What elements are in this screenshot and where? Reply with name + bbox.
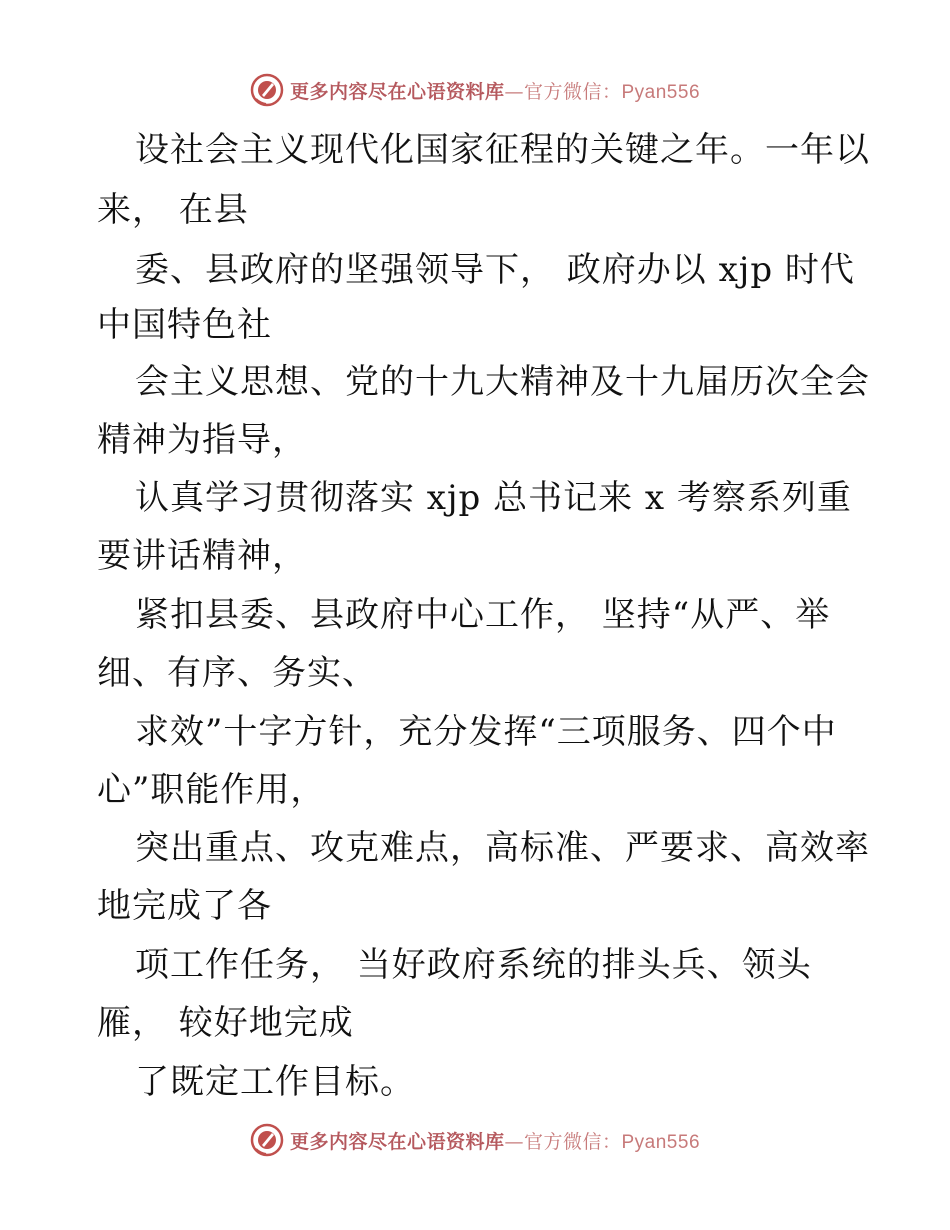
text-line: 了既定工作目标。: [135, 1062, 415, 1102]
text-line: 要讲话精神，: [97, 536, 307, 576]
text-line: 认真学习贯彻落实 xjp 总书记来 x 考察系列重: [135, 478, 852, 518]
header-watermark: [0, 70, 950, 110]
text-line: 精神为指导，: [97, 420, 307, 460]
text-line: 地完成了各: [97, 886, 272, 926]
watermark-account-id: Pyan556: [621, 81, 701, 103]
watermark-separator: —: [504, 1130, 524, 1153]
watermark-separator: —: [504, 80, 524, 103]
text-line: 心”职能作用，: [97, 770, 326, 810]
text-line: 委、县政府的坚强领导下， 政府办以 xjp 时代: [135, 250, 855, 290]
text-line: 项工作任务， 当好政府系统的排头兵、领头: [135, 945, 812, 985]
text-line: 突出重点、攻克难点，高标准、严要求、高效率: [135, 828, 870, 868]
text-line: 细、有序、务实、: [97, 653, 377, 693]
text-line: 求效”十字方针，充分发挥“三项服务、四个中: [135, 712, 837, 752]
watermark-account-id: Pyan556: [621, 1131, 701, 1153]
text-line: 来， 在县: [97, 190, 249, 230]
watermark-main-text: 更多内容尽在心语资料库: [289, 1130, 505, 1153]
text-line: 设社会主义现代化国家征程的关键之年。一年以: [135, 130, 870, 170]
text-line: 雁， 较好地完成: [97, 1003, 354, 1043]
text-line: 会主义思想、党的十九大精神及十九届历次全会: [135, 362, 870, 402]
brand-logo-icon: [250, 1123, 284, 1157]
text-line: 中国特色社: [97, 305, 272, 345]
watermark-main-text: 更多内容尽在心语资料库: [289, 80, 505, 103]
watermark-sub-text: 官方微信：: [523, 1130, 622, 1153]
document-body: [0, 120, 950, 1110]
brand-logo-icon: [250, 73, 284, 107]
watermark-sub-text: 官方微信：: [523, 80, 622, 103]
text-line: 紧扣县委、县政府中心工作， 坚持“从严、举: [135, 595, 831, 635]
footer-watermark: [0, 1120, 950, 1160]
